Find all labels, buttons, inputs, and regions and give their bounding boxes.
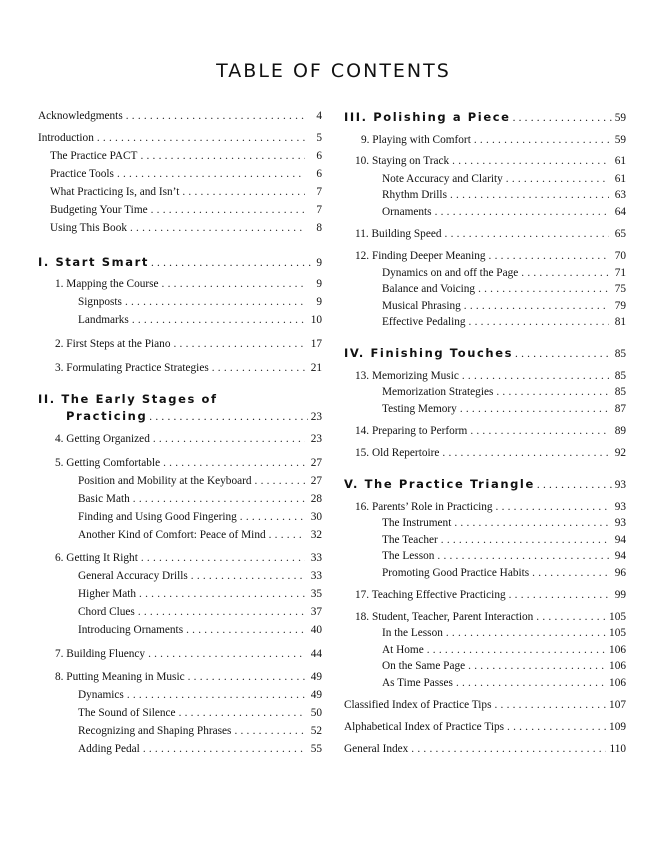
dot-leader [148, 647, 305, 661]
toc-entry [355, 446, 626, 460]
dot-leader [162, 277, 305, 291]
toc-page-number: 8 [316, 222, 322, 234]
dot-leader [468, 659, 606, 673]
toc-entry [382, 566, 626, 580]
dot-leader [462, 369, 609, 383]
part-page-number: 59 [614, 112, 626, 124]
part-page-number: 85 [614, 348, 626, 360]
toc-entry [78, 510, 322, 524]
toc-page-number: 109 [609, 721, 626, 733]
dot-leader [188, 670, 305, 684]
toc-entry [55, 647, 322, 661]
dot-leader [441, 533, 609, 547]
toc-page-number: 106 [609, 677, 626, 689]
part-page-number: 93 [614, 479, 626, 491]
dot-leader [456, 676, 606, 690]
toc-entry [344, 720, 626, 734]
toc-entry-title: 14. Preparing to Perform [355, 425, 468, 437]
dot-leader [191, 569, 305, 583]
toc-entry-title: As Time Passes [382, 677, 453, 689]
dot-leader [240, 510, 305, 524]
part-heading [38, 254, 322, 271]
toc-entry-title: 2. First Steps at the Piano [55, 338, 171, 350]
part-page-number: 23 [310, 411, 322, 423]
toc-entry [55, 337, 322, 351]
part-heading-title: I. Start Smart [38, 255, 149, 269]
dot-leader [127, 688, 305, 702]
dot-leader [464, 299, 609, 313]
toc-page-number: 107 [609, 699, 626, 711]
part-heading [344, 345, 626, 362]
toc-entry [78, 605, 322, 619]
toc-page-number: 70 [614, 250, 626, 262]
toc-page-number: 81 [614, 316, 626, 328]
toc-entry-title: 8. Putting Meaning in Music [55, 671, 185, 683]
dot-leader [126, 109, 305, 123]
toc-entry [355, 500, 626, 514]
dot-leader [532, 566, 609, 580]
dot-leader [470, 424, 609, 438]
dot-leader [496, 385, 609, 399]
toc-page-number: 59 [614, 134, 626, 146]
toc-entry-title: Ornaments [382, 206, 432, 218]
toc-entry-title: 6. Getting It Right [55, 552, 138, 564]
toc-entry-title: Dynamics [78, 689, 124, 701]
toc-entry-title: Position and Mobility at the Keyboard [78, 475, 252, 487]
toc-entry-title: Practice Tools [50, 168, 114, 180]
toc-entry [355, 249, 626, 263]
toc-entry-title: Using This Book [50, 222, 127, 234]
dot-leader [537, 477, 612, 493]
toc-page-number: 27 [310, 457, 322, 469]
toc-entry-title: The Instrument [382, 517, 452, 529]
toc-entry [78, 587, 322, 601]
toc-page-number: 99 [614, 589, 626, 601]
dot-leader [435, 205, 609, 219]
dot-leader [450, 188, 609, 202]
dot-leader [437, 549, 609, 563]
toc-entry [382, 266, 626, 280]
toc-entry-title: Alphabetical Index of Practice Tips [344, 721, 505, 733]
part-heading [344, 476, 626, 493]
toc-page-number: 4 [316, 110, 322, 122]
toc-entry [55, 432, 322, 446]
toc-entry [382, 676, 626, 690]
toc-entry [78, 569, 322, 583]
toc-entry-title: 16. Parents’ Role in Practicing [355, 501, 493, 513]
dot-leader [507, 720, 606, 734]
toc-page-number: 64 [614, 206, 626, 218]
dot-leader [139, 587, 305, 601]
toc-page-number: 49 [310, 689, 322, 701]
toc-page-number: 55 [310, 743, 322, 755]
toc-entry [382, 533, 626, 547]
dot-leader [151, 203, 305, 217]
toc-page-number: 33 [310, 570, 322, 582]
toc-entry [344, 742, 626, 756]
toc-entry [78, 313, 322, 327]
toc-entry-title: The Teacher [382, 534, 438, 546]
toc-entry-title: Budgeting Your Time [50, 204, 148, 216]
toc-entry-title: Recognizing and Shaping Phrases [78, 725, 232, 737]
part-heading-title: II. The Early Stages of [38, 392, 218, 406]
part-heading-title: V. The Practice Triangle [344, 477, 535, 491]
dot-leader [182, 185, 305, 199]
toc-entry-title: 4. Getting Organized [55, 433, 150, 445]
dot-leader [536, 610, 606, 624]
toc-entry-title: Testing Memory [382, 403, 457, 415]
toc-entry [78, 742, 322, 756]
dot-leader [234, 724, 305, 738]
toc-entry [78, 724, 322, 738]
toc-page-number: 7 [316, 186, 322, 198]
toc-entry-title: Introduction [38, 132, 94, 144]
dot-leader [212, 361, 305, 375]
toc-entry [382, 299, 626, 313]
toc-entry-title: Musical Phrasing [382, 300, 461, 312]
dot-leader [143, 742, 305, 756]
toc-page-number: 71 [614, 267, 626, 279]
toc-entry-title: Effective Pedaling [382, 316, 466, 328]
toc-page-number: 75 [614, 283, 626, 295]
toc-entry-title: Landmarks [78, 314, 129, 326]
dot-leader [442, 446, 609, 460]
toc-entry [355, 369, 626, 383]
toc-entry [78, 474, 322, 488]
toc-entry-title: 10. Staying on Track [355, 155, 450, 167]
dot-leader [452, 154, 609, 168]
toc-entry-title: The Lesson [382, 550, 435, 562]
dot-leader [140, 149, 305, 163]
dot-leader [186, 623, 305, 637]
toc-page-number: 106 [609, 660, 626, 672]
toc-entry [361, 133, 626, 147]
dot-leader [255, 474, 305, 488]
toc-entry-title: 11. Building Speed [355, 228, 442, 240]
dot-leader [469, 315, 609, 329]
toc-entry-title: 3. Formulating Practice Strategies [55, 362, 209, 374]
part-heading-title: IV. Finishing Touches [344, 346, 514, 360]
toc-entry-title: Acknowledgments [38, 110, 123, 122]
toc-page-number: 94 [614, 550, 626, 562]
toc-entry [344, 698, 626, 712]
dot-leader [138, 605, 305, 619]
toc-page-number: 65 [614, 228, 626, 240]
toc-page-number: 106 [609, 644, 626, 656]
toc-page-number: 85 [614, 386, 626, 398]
toc-entry-title: In the Lesson [382, 627, 443, 639]
dot-leader [506, 172, 609, 186]
toc-page-number: 105 [609, 611, 626, 623]
toc-entry-title: Dynamics on and off the Page [382, 267, 519, 279]
toc-page-number: 85 [614, 370, 626, 382]
toc-page-number: 37 [310, 606, 322, 618]
toc-page-number: 94 [614, 534, 626, 546]
dot-leader [474, 133, 609, 147]
toc-entry-title: 13. Memorizing Music [355, 370, 459, 382]
toc-entry [382, 402, 626, 416]
toc-entry-title: 7. Building Fluency [55, 648, 146, 660]
dot-leader [117, 167, 305, 181]
toc-page-number: 40 [310, 624, 322, 636]
toc-entry-title: Higher Math [78, 588, 137, 600]
dot-leader [427, 643, 606, 657]
toc-page-number: 44 [310, 648, 322, 660]
toc-entry-title: General Accuracy Drills [78, 570, 188, 582]
part-heading [344, 109, 626, 126]
toc-page-number: 33 [310, 552, 322, 564]
toc-entry-title: 1. Mapping the Course [55, 278, 159, 290]
toc-page-number: 50 [310, 707, 322, 719]
toc-entry-title: General Index [344, 743, 409, 755]
dot-leader [489, 249, 609, 263]
toc-entry-title: The Sound of Silence [78, 707, 176, 719]
toc-entry [78, 688, 322, 702]
dot-leader [130, 221, 305, 235]
toc-entry-title: What Practicing Is, and Isn’t [50, 186, 180, 198]
toc-entry [355, 227, 626, 241]
toc-entry [55, 670, 322, 684]
dot-leader [151, 255, 313, 271]
toc-entry [78, 706, 322, 720]
dot-leader [496, 500, 609, 514]
toc-page-number: 110 [609, 743, 626, 755]
toc-page-number: 61 [614, 173, 626, 185]
toc-page-number: 23 [310, 433, 322, 445]
toc-entry-title: Note Accuracy and Clarity [382, 173, 503, 185]
toc-entry-title: 17. Teaching Effective Practicing [355, 589, 506, 601]
toc-entry-title: Chord Clues [78, 606, 135, 618]
toc-page-number: 21 [310, 362, 322, 374]
toc-entry-title: Promoting Good Practice Habits [382, 567, 530, 579]
toc-page-number: 32 [310, 529, 322, 541]
dot-leader [97, 131, 305, 145]
toc-entry [78, 492, 322, 506]
toc-entry-title: 9. Playing with Comfort [361, 134, 471, 146]
toc-page-number: 5 [316, 132, 322, 144]
toc-entry [55, 277, 322, 291]
dot-leader [149, 409, 307, 425]
toc-page-number: 49 [310, 671, 322, 683]
toc-entry-title: At Home [382, 644, 424, 656]
toc-entry [382, 385, 626, 399]
dot-leader [125, 295, 305, 309]
dot-leader [460, 402, 609, 416]
toc-entry [355, 154, 626, 168]
dot-leader [141, 551, 305, 565]
dot-leader [521, 266, 609, 280]
dot-leader [445, 227, 609, 241]
dot-leader [494, 698, 606, 712]
toc-entry [50, 167, 322, 181]
toc-page-number: 105 [609, 627, 626, 639]
dot-leader [132, 313, 305, 327]
toc-entry [355, 588, 626, 602]
toc-entry-title: Adding Pedal [78, 743, 140, 755]
dot-leader [173, 337, 305, 351]
toc-entry [55, 361, 322, 375]
toc-page-number: 7 [316, 204, 322, 216]
toc-entry [382, 172, 626, 186]
dot-leader [163, 456, 305, 470]
toc-entry [382, 315, 626, 329]
toc-page-number: 6 [316, 168, 322, 180]
toc-entry-title: Classified Index of Practice Tips [344, 699, 492, 711]
toc-entry [382, 516, 626, 530]
toc-entry-title: 18. Student, Teacher, Parent Interaction [355, 611, 534, 623]
toc-page-number: 30 [310, 511, 322, 523]
dot-leader [269, 528, 305, 542]
toc-page-number: 89 [614, 425, 626, 437]
part-page-number: 9 [316, 257, 322, 269]
toc-page-number: 10 [310, 314, 322, 326]
toc-page-number: 93 [614, 501, 626, 513]
toc-page-number: 17 [310, 338, 322, 350]
toc-page-number: 52 [310, 725, 322, 737]
dot-leader [454, 516, 609, 530]
toc-entry [382, 626, 626, 640]
toc-entry [38, 131, 322, 145]
dot-leader [513, 110, 612, 126]
toc-entry-title: 12. Finding Deeper Meaning [355, 250, 486, 262]
toc-page-number: 27 [310, 475, 322, 487]
toc-entry [78, 623, 322, 637]
toc-entry-title: Basic Math [78, 493, 130, 505]
toc-page-number: 63 [614, 189, 626, 201]
toc-entry [78, 295, 322, 309]
dot-leader [179, 706, 305, 720]
toc-entry-title: Introducing Ornaments [78, 624, 184, 636]
part-heading [66, 408, 322, 425]
dot-leader [446, 626, 606, 640]
dot-leader [411, 742, 606, 756]
dot-leader [515, 346, 612, 362]
toc-page-number: 87 [614, 403, 626, 415]
toc-entry-title: Signposts [78, 296, 122, 308]
dot-leader [133, 492, 305, 506]
toc-entry-title: 5. Getting Comfortable [55, 457, 161, 469]
toc-entry [78, 528, 322, 542]
toc-entry [382, 643, 626, 657]
part-heading-title: III. Polishing a Piece [344, 110, 511, 124]
toc-entry-title: Another Kind of Comfort: Peace of Mind [78, 529, 266, 541]
dot-leader [153, 432, 305, 446]
toc-entry [382, 282, 626, 296]
toc-entry [50, 149, 322, 163]
toc-entry [50, 203, 322, 217]
toc-page-number: 61 [614, 155, 626, 167]
toc-entry [50, 221, 322, 235]
toc-page-number: 92 [614, 447, 626, 459]
toc-entry-title: Rhythm Drills [382, 189, 447, 201]
toc-entry [355, 610, 626, 624]
toc-entry-title: On the Same Page [382, 660, 466, 672]
toc-entry [55, 551, 322, 565]
toc-entry-title: The Practice PACT [50, 150, 138, 162]
toc-page-number: 28 [310, 493, 322, 505]
toc-entry [38, 109, 322, 123]
toc-entry [382, 188, 626, 202]
toc-page-number: 96 [614, 567, 626, 579]
toc-page-number: 9 [316, 296, 322, 308]
toc-entry [355, 424, 626, 438]
toc-entry [55, 456, 322, 470]
toc-page-number: 35 [310, 588, 322, 600]
toc-page-number: 9 [316, 278, 322, 290]
toc-page-number: 79 [614, 300, 626, 312]
toc-entry-title: Finding and Using Good Fingering [78, 511, 237, 523]
toc-entry [50, 185, 322, 199]
toc-entry-title: Balance and Voicing [382, 283, 476, 295]
dot-leader [509, 588, 609, 602]
toc-page-number: 93 [614, 517, 626, 529]
toc-entry [382, 549, 626, 563]
page-title: TABLE OF CONTENTS [216, 60, 451, 82]
toc-page-number: 6 [316, 150, 322, 162]
dot-leader [478, 282, 609, 296]
toc-entry-title: 15. Old Repertoire [355, 447, 440, 459]
part-heading-title: Practicing [66, 409, 148, 423]
toc-entry [382, 659, 626, 673]
toc-entry-title: Memorization Strategies [382, 386, 494, 398]
toc-entry [382, 205, 626, 219]
